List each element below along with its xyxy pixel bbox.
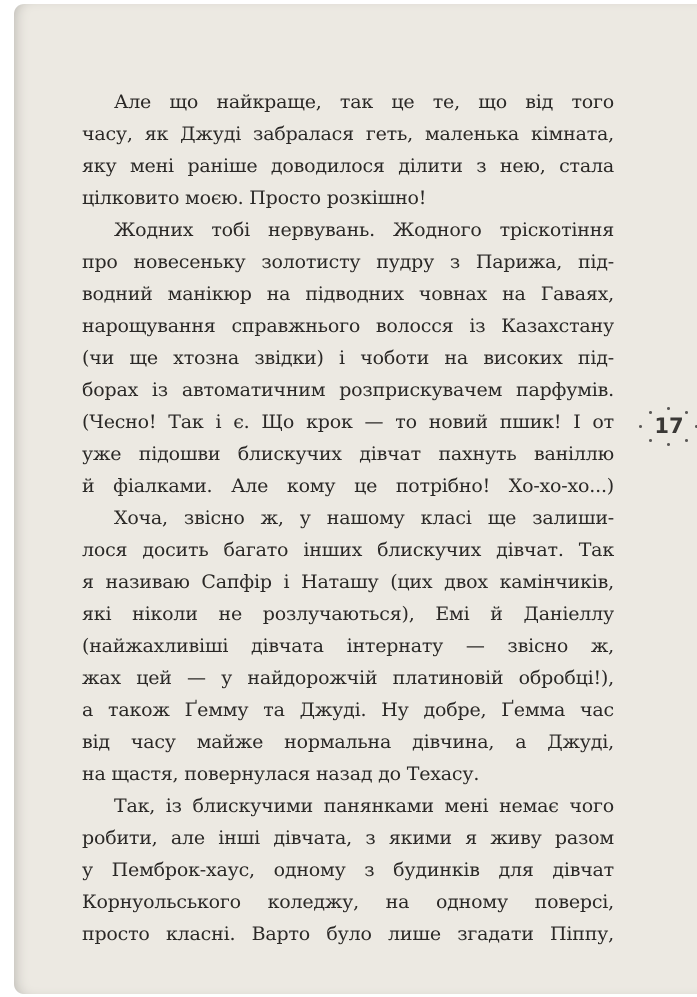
text-line: (Чесно! Так і є. Що крок — то новий пшик! І от — [82, 411, 614, 433]
page-number-badge — [637, 405, 697, 447]
text-line: робити, але інші дівчата, з якими я живу разом — [82, 827, 614, 849]
text-line: цілковито моєю. Просто розкішно! — [82, 187, 427, 209]
text-line: Жодних тобі нервувань. Жодного тріскотіння — [114, 219, 614, 241]
text-line: нарощування справжнього волосся із Казахстану — [82, 315, 614, 337]
text-line: уже підошви блискучих дівчат пахнуть ваніллю — [82, 443, 614, 465]
text-line: на щастя, повернулася назад до Техасу. — [82, 763, 480, 785]
page-number: 17 — [654, 414, 684, 438]
text-line: я називаю Сапфір і Наташу (цих двох камінчиків, — [82, 571, 614, 593]
text-line: від часу майже нормальна дівчина, а Джуді, — [82, 731, 614, 753]
text-line: Так, із блискучими панянками мені немає чого — [114, 795, 614, 817]
body-text — [82, 86, 614, 950]
text-line: Хоча, звісно ж, у нашому класі ще залиши- — [114, 507, 614, 529]
text-line: часу, як Джуді забралася геть, маленька кімната, — [82, 123, 614, 145]
book-page — [14, 4, 697, 994]
text-line: борах із автоматичним розприскувачем парфумів. — [82, 379, 614, 401]
text-line: водний манікюр на підводних човнах на Гаваях, — [82, 283, 614, 305]
text-line: лося досить багато інших блискучих дівчат. Так — [82, 539, 614, 561]
text-line: про новесеньку золотисту пудру з Парижа, під- — [82, 251, 614, 273]
text-line: Корнуольського коледжу, на одному поверсі, — [82, 891, 614, 913]
text-line: у Пемброк-хаус, одному з будинків для дівчат — [82, 859, 614, 881]
text-line: й фіалками. Але кому це потрібно! Хо-хо-хо...) — [82, 475, 614, 497]
text-line: яку мені раніше доводилося ділити з нею, стала — [82, 155, 614, 177]
text-line: Але що найкраще, так це те, що від того — [114, 91, 614, 113]
text-line: (найжахливіші дівчата інтернату — звісно ж, — [82, 635, 614, 657]
text-line: (чи ще хтозна звідки) і чоботи на високих під- — [82, 347, 614, 369]
text-line: а також Ґемму та Джуді. Ну добре, Ґемма час — [82, 699, 614, 721]
text-line: які ніколи не розлучаються), Емі й Даніеллу — [82, 603, 614, 625]
text-line: жах цей — у найдорожчій платиновій обробці!), — [82, 667, 614, 689]
text-line: просто класні. Варто було лише згадати Піппу, — [82, 923, 614, 945]
